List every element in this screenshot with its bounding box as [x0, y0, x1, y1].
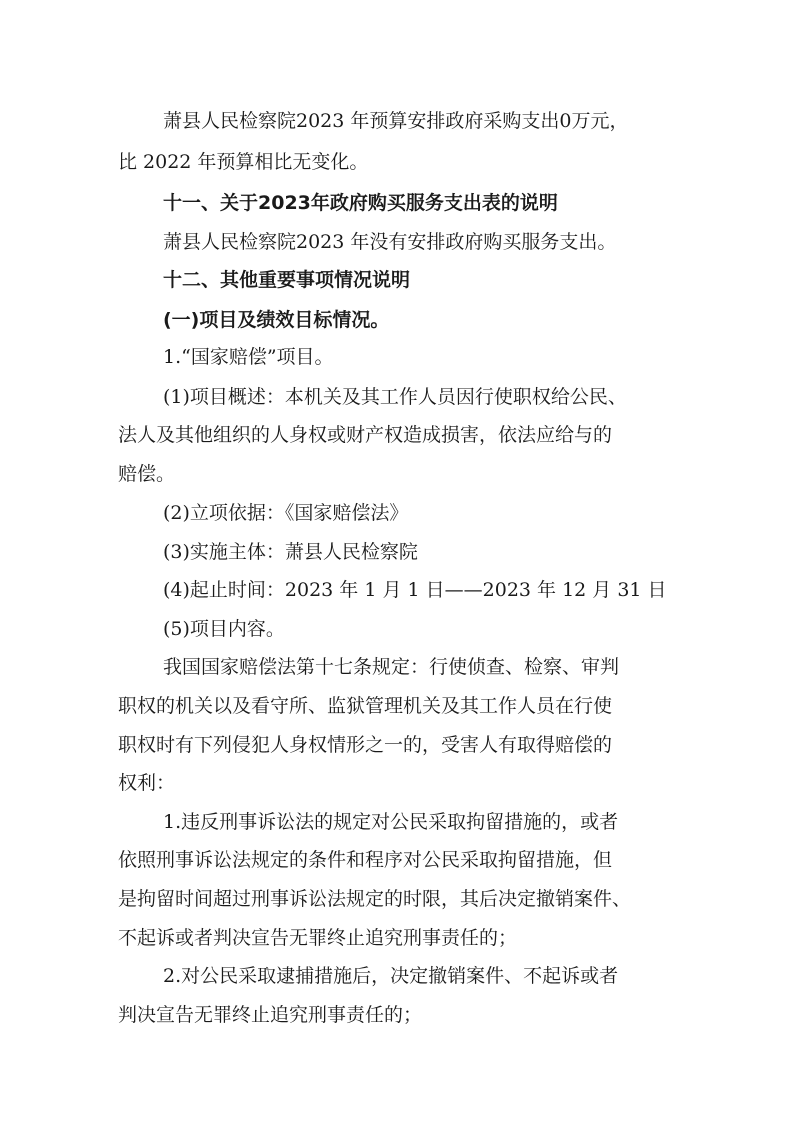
- article-17-line-2: 职权的机关以及看守所、监狱管理机关及其工作人员在行使: [118, 695, 613, 717]
- item-basis: (2)立项依据：《国家赔偿法》: [163, 502, 409, 524]
- item-overview-line-1: (1)项目概述：本机关及其工作人员因行使职权给公民、: [163, 386, 627, 408]
- item-period: (4)起止时间：2023 年 1 月 1 日——2023 年 12 月 31 日: [163, 579, 667, 601]
- section-heading-12: 十二、其他重要事项情况说明: [163, 269, 411, 291]
- paragraph-procurement-line-1: 萧县人民检察院2023 年预算安排政府采购支出0万元，: [163, 110, 629, 132]
- section-heading-11: 十一、关于2023年政府购买服务支出表的说明: [163, 192, 558, 214]
- clause-1-line-1: 1.违反刑事诉讼法的规定对公民采取拘留措施的，或者: [163, 811, 619, 833]
- paragraph-procurement-line-2: 比 2022 年预算相比无变化。: [118, 151, 369, 173]
- article-17-line-4: 权利：: [118, 772, 176, 794]
- item-overview-line-2: 法人及其他组织的人身权或财产权造成损害，依法应给与的: [118, 424, 613, 446]
- clause-2-line-1: 2.对公民采取逮捕措施后，决定撤销案件、不起诉或者: [163, 965, 619, 987]
- clause-1-line-4: 不起诉或者判决宣告无罪终止追究刑事责任的；: [118, 927, 518, 949]
- item-title-compensation: 1.“国家赔偿”项目。: [163, 346, 334, 368]
- clause-1-line-2: 依照刑事诉讼法规定的条件和程序对公民采取拘留措施，但: [118, 849, 613, 871]
- clause-2-line-2: 判决宣告无罪终止追究刑事责任的；: [118, 1004, 423, 1026]
- article-17-line-3: 职权时有下列侵犯人身权情形之一的，受害人有取得赔偿的: [118, 734, 613, 756]
- clause-1-line-3: 是拘留时间超过刑事诉讼法规定的时限，其后决定撤销案件、: [118, 888, 632, 910]
- paragraph-services-line-1: 萧县人民检察院2023 年没有安排政府购买服务支出。: [163, 231, 617, 253]
- item-implementer: (3)实施主体：萧县人民检察院: [163, 541, 418, 563]
- article-17-line-1: 我国国家赔偿法第十七条规定：行使侦查、检察、审判: [163, 656, 620, 678]
- item-overview-line-3: 赔偿。: [118, 463, 176, 485]
- item-content-heading: (5)项目内容。: [163, 618, 285, 640]
- subsection-heading-1: (一)项目及绩效目标情况。: [163, 309, 390, 331]
